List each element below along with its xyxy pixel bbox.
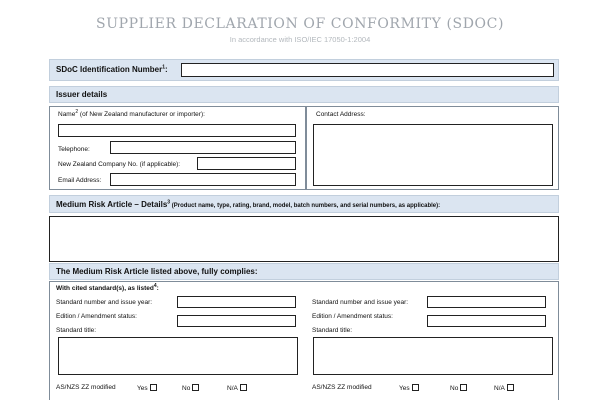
std-title-label: Standard title: xyxy=(312,327,353,334)
std-title-input[interactable] xyxy=(58,337,298,375)
form-subtitle: In accordance with ISO/IEC 17050-1:2004 xyxy=(229,35,371,44)
checkbox-icon[interactable] xyxy=(507,384,514,391)
name-input[interactable] xyxy=(58,124,296,137)
telephone-label: Telephone: xyxy=(58,146,90,153)
checkbox-icon[interactable] xyxy=(460,384,467,391)
edition-input[interactable] xyxy=(177,315,296,327)
sdoc-id-label: SDoC Identification Number$^1$: xyxy=(56,64,168,74)
edition-label: Edition / Amendment status: xyxy=(56,313,137,320)
sdoc-id-input[interactable] xyxy=(181,63,554,77)
checkbox-icon[interactable] xyxy=(150,384,157,391)
form-title: SUPPLIER DECLARATION OF CONFORMITY (SDOC) xyxy=(96,16,504,32)
std-number-input[interactable] xyxy=(427,296,546,308)
issuer-details-heading: Issuer details xyxy=(56,90,108,99)
modified-label: AS/NZS ZZ modified xyxy=(56,384,116,391)
article-details-input[interactable] xyxy=(49,216,559,262)
checkbox-icon[interactable] xyxy=(192,384,199,391)
std-title-input[interactable] xyxy=(313,337,553,375)
edition-input[interactable] xyxy=(427,315,546,327)
modified-no-option[interactable]: No xyxy=(450,384,467,392)
complies-heading: The Medium Risk Article listed above, fully complies: xyxy=(56,267,258,276)
modified-no-option[interactable]: No xyxy=(182,384,199,392)
issuer-details-band xyxy=(49,86,559,103)
modified-row xyxy=(312,384,552,394)
company-number-input[interactable] xyxy=(197,157,296,170)
cited-standards-label: With cited standard(s), as listed$^4$: xyxy=(56,282,159,292)
std-number-input[interactable] xyxy=(177,296,296,308)
edition-label: Edition / Amendment status: xyxy=(312,313,393,320)
std-number-label: Standard number and issue year: xyxy=(56,299,153,306)
article-details-heading: Medium Risk Article – Details$^3$ (Product name, type, rating, brand, model, batch numbers, and serial numbers, as applicable): xyxy=(56,199,441,209)
contact-address-label: Contact Address: xyxy=(316,111,366,118)
std-title-label: Standard title: xyxy=(56,327,97,334)
checkbox-icon[interactable] xyxy=(240,384,247,391)
modified-na-option[interactable]: N/A xyxy=(494,384,514,392)
modified-na-option[interactable]: N/A xyxy=(227,384,247,392)
name-label: Name$^2$ (of New Zealand manufacturer or importer): xyxy=(58,108,205,118)
modified-yes-option[interactable]: Yes xyxy=(137,384,157,392)
email-label: Email Address: xyxy=(58,177,102,184)
email-input[interactable] xyxy=(110,173,296,186)
modified-label: AS/NZS ZZ modified xyxy=(312,384,372,391)
std-number-label: Standard number and issue year: xyxy=(312,299,409,306)
checkbox-icon[interactable] xyxy=(412,384,419,391)
contact-address-input[interactable] xyxy=(313,124,553,186)
modified-yes-option[interactable]: Yes xyxy=(399,384,419,392)
modified-row xyxy=(56,384,296,394)
company-number-label: New Zealand Company No. (if applicable): xyxy=(58,161,181,168)
telephone-input[interactable] xyxy=(110,141,296,154)
